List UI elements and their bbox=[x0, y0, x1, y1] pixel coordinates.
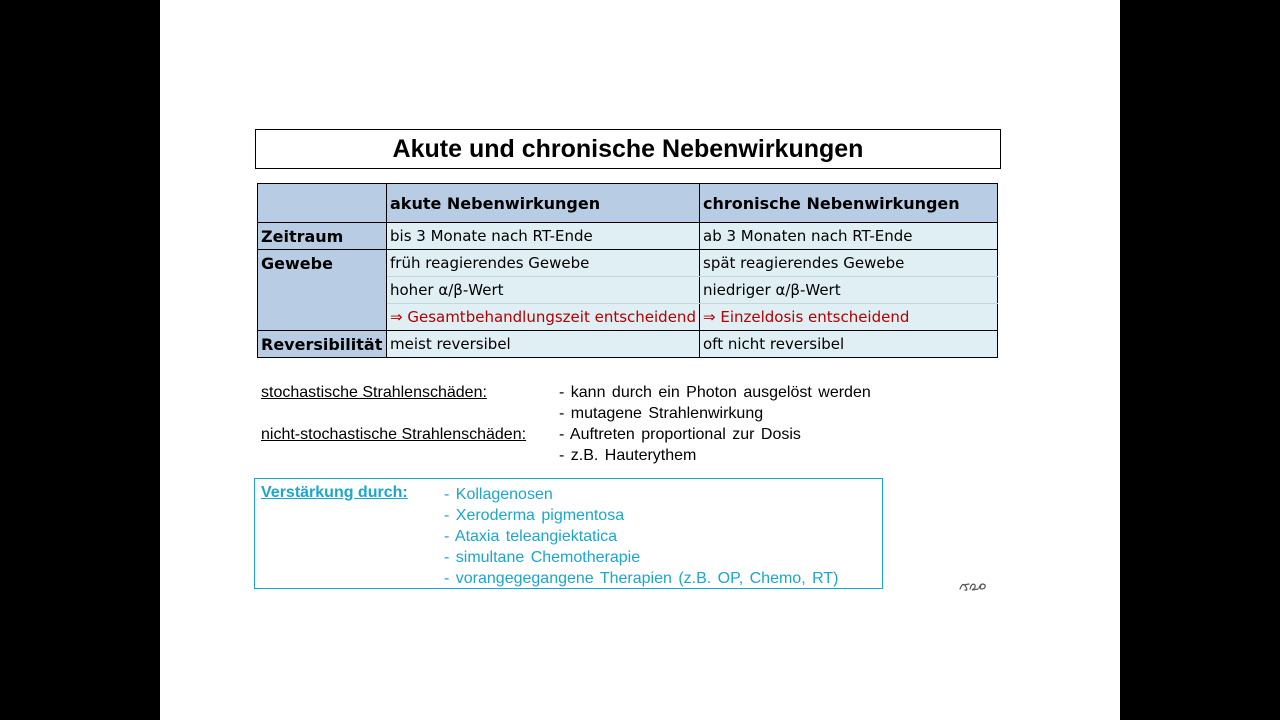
header-akut: akute Nebenwirkungen bbox=[387, 184, 700, 223]
row-label-reversibilitaet: Reversibilität bbox=[258, 331, 387, 358]
cell-gewebe-chronisch-1: spät reagierendes Gewebe bbox=[700, 250, 998, 277]
cell-gewebe-akut-2: hoher α/β-Wert bbox=[387, 277, 700, 304]
cell-reversibilitaet-chronisch: oft nicht reversibel bbox=[700, 331, 998, 358]
amplification-box bbox=[254, 478, 883, 589]
side-effects-table bbox=[257, 183, 998, 358]
amplification-list bbox=[444, 484, 838, 589]
cell-zeitraum-akut: bis 3 Monate nach RT-Ende bbox=[387, 223, 700, 250]
cell-gewebe-akut-3: ⇒ Gesamtbehandlungszeit entscheidend bbox=[387, 304, 700, 331]
stochastic-item: - kann durch ein Photon ausgelöst werden bbox=[559, 384, 871, 401]
cell-gewebe-chronisch-3: ⇒ Einzeldosis entscheidend bbox=[700, 304, 998, 331]
row-label-gewebe: Gewebe bbox=[258, 250, 387, 331]
header-empty-cell bbox=[258, 184, 387, 223]
stochastic-item: - mutagene Strahlenwirkung bbox=[559, 405, 764, 422]
list-item: - Ataxia teleangiektatica bbox=[444, 528, 617, 545]
table-header-row bbox=[258, 184, 998, 223]
cell-zeitraum-chronisch: ab 3 Monaten nach RT-Ende bbox=[700, 223, 998, 250]
row-label-zeitraum: Zeitraum bbox=[258, 223, 387, 250]
list-item: - vorangegegangene Therapien (z.B. OP, Chemo, RT) bbox=[444, 570, 839, 587]
cell-gewebe-akut-1: früh reagierendes Gewebe bbox=[387, 250, 700, 277]
list-item: - simultane Chemotherapie bbox=[444, 549, 641, 566]
cell-gewebe-chronisch-2: niedriger α/β-Wert bbox=[700, 277, 998, 304]
slide-title: Akute und chronische Nebenwirkungen bbox=[255, 129, 1001, 169]
amplification-label: Verstärkung durch: bbox=[261, 484, 408, 501]
list-item: - Kollagenosen bbox=[444, 486, 553, 503]
table-row-reversibilitaet bbox=[258, 331, 998, 358]
cell-reversibilitaet-akut: meist reversibel bbox=[387, 331, 700, 358]
header-chronisch: chronische Nebenwirkungen bbox=[700, 184, 998, 223]
non-stochastic-label: nicht-stochastische Strahlenschäden: bbox=[261, 426, 527, 443]
slide bbox=[160, 0, 1120, 720]
list-item: - Xeroderma pigmentosa bbox=[444, 507, 625, 524]
non-stochastic-item: - z.B. Hauterythem bbox=[559, 447, 697, 464]
table-row-zeitraum bbox=[258, 223, 998, 250]
non-stochastic-item: - Auftreten proportional zur Dosis bbox=[559, 426, 801, 443]
stochastic-label: stochastische Strahlenschäden: bbox=[261, 384, 487, 401]
author-signature-icon bbox=[957, 575, 997, 595]
table-row-gewebe-1 bbox=[258, 250, 998, 277]
